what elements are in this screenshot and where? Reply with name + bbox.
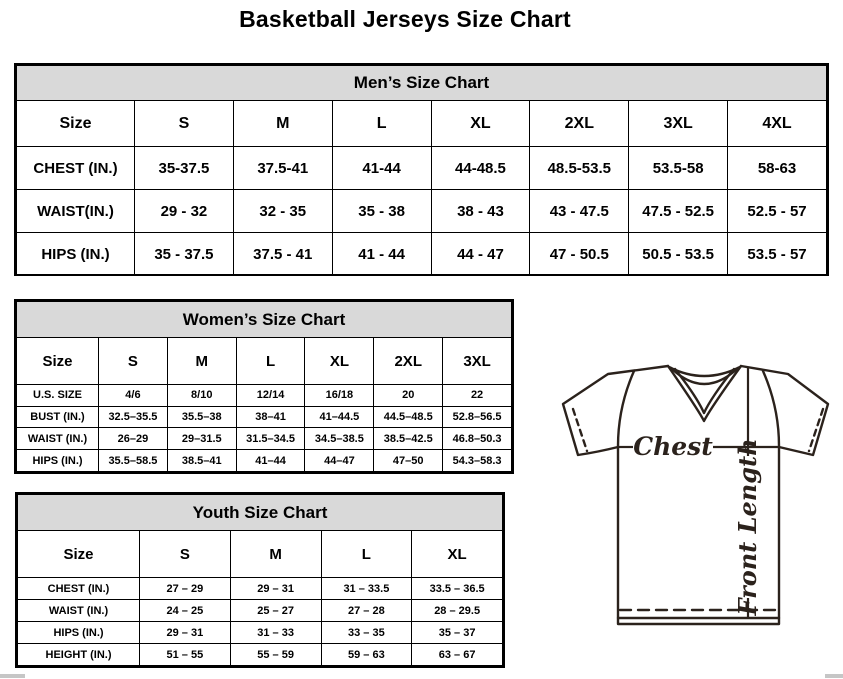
womens-size-label: Size — [17, 338, 99, 385]
youth-chart-title: Youth Size Chart — [18, 495, 503, 531]
mens-value-cell: 35 - 37.5 — [135, 233, 234, 276]
womens-value-cell: 38–41 — [236, 406, 305, 428]
youth-value-cell: 29 – 31 — [230, 578, 321, 600]
womens-value-cell: 16/18 — [305, 384, 374, 406]
youth-size-col-l: L — [321, 531, 412, 578]
mens-chart-title: Men’s Size Chart — [17, 66, 827, 101]
womens-chart-title: Women’s Size Chart — [17, 302, 512, 338]
youth-value-cell: 27 – 28 — [321, 600, 412, 622]
youth-row-label: CHEST (IN.) — [18, 578, 140, 600]
youth-size-col-m: M — [230, 531, 321, 578]
youth-value-cell: 33 – 35 — [321, 622, 412, 644]
youth-row-label: WAIST (IN.) — [18, 600, 140, 622]
youth-table-row — [18, 622, 503, 644]
youth-value-cell: 31 – 33.5 — [321, 578, 412, 600]
womens-value-cell: 41–44.5 — [305, 406, 374, 428]
mens-table — [16, 65, 827, 276]
mens-size-label: Size — [17, 101, 135, 147]
mens-value-cell: 29 - 32 — [135, 190, 234, 233]
youth-value-cell: 25 – 27 — [230, 600, 321, 622]
mens-value-cell: 44-48.5 — [431, 147, 530, 190]
womens-row-label: BUST (IN.) — [17, 406, 99, 428]
mens-value-cell: 43 - 47.5 — [530, 190, 629, 233]
womens-size-header-row — [17, 338, 512, 385]
mens-value-cell: 35-37.5 — [135, 147, 234, 190]
mens-value-cell: 37.5-41 — [233, 147, 332, 190]
scrollbar-fragment-left — [0, 674, 25, 678]
mens-size-col-xl: XL — [431, 101, 530, 147]
mens-size-col-4xl: 4XL — [728, 101, 827, 147]
mens-value-cell: 47 - 50.5 — [530, 233, 629, 276]
womens-size-col-l: L — [236, 338, 305, 385]
youth-value-cell: 35 – 37 — [412, 622, 503, 644]
left-armhole-seam — [618, 371, 634, 446]
mens-value-cell: 37.5 - 41 — [233, 233, 332, 276]
womens-size-col-3xl: 3XL — [443, 338, 512, 385]
youth-value-cell: 63 – 67 — [412, 644, 503, 666]
mens-table-row — [17, 190, 827, 233]
mens-size-col-s: S — [135, 101, 234, 147]
mens-row-label: HIPS (IN.) — [17, 233, 135, 276]
right-armhole-seam — [763, 371, 779, 446]
womens-value-cell: 52.8–56.5 — [443, 406, 512, 428]
womens-value-cell: 47–50 — [374, 450, 443, 472]
mens-size-chart — [14, 63, 829, 276]
womens-value-cell: 54.3–58.3 — [443, 450, 512, 472]
mens-value-cell: 38 - 43 — [431, 190, 530, 233]
mens-value-cell: 50.5 - 53.5 — [629, 233, 728, 276]
youth-row-label: HEIGHT (IN.) — [18, 644, 140, 666]
youth-size-col-s: S — [140, 531, 231, 578]
womens-table-row — [17, 384, 512, 406]
womens-value-cell: 31.5–34.5 — [236, 428, 305, 450]
mens-size-col-3xl: 3XL — [629, 101, 728, 147]
youth-value-cell: 55 – 59 — [230, 644, 321, 666]
mens-value-cell: 53.5-58 — [629, 147, 728, 190]
womens-value-cell: 35.5–58.5 — [99, 450, 168, 472]
youth-row-label: HIPS (IN.) — [18, 622, 140, 644]
womens-value-cell: 4/6 — [99, 384, 168, 406]
mens-value-cell: 48.5-53.5 — [530, 147, 629, 190]
mens-table-row — [17, 233, 827, 276]
youth-value-cell: 31 – 33 — [230, 622, 321, 644]
youth-value-cell: 59 – 63 — [321, 644, 412, 666]
mens-value-cell: 35 - 38 — [332, 190, 431, 233]
womens-size-col-s: S — [99, 338, 168, 385]
womens-row-label: WAIST (IN.) — [17, 428, 99, 450]
youth-table-row — [18, 600, 503, 622]
youth-table-row — [18, 644, 503, 666]
womens-value-cell: 22 — [443, 384, 512, 406]
front-length-label: Front Length — [733, 438, 762, 616]
womens-value-cell: 44–47 — [305, 450, 374, 472]
youth-size-header-row — [18, 531, 503, 578]
youth-size-label: Size — [18, 531, 140, 578]
mens-size-col-m: M — [233, 101, 332, 147]
womens-value-cell: 35.5–38 — [167, 406, 236, 428]
womens-value-cell: 34.5–38.5 — [305, 428, 374, 450]
youth-value-cell: 33.5 – 36.5 — [412, 578, 503, 600]
womens-size-col-xl: XL — [305, 338, 374, 385]
womens-table-row — [17, 450, 512, 472]
youth-table-row — [18, 578, 503, 600]
mens-value-cell: 52.5 - 57 — [728, 190, 827, 233]
womens-value-cell: 38.5–41 — [167, 450, 236, 472]
womens-table-row — [17, 428, 512, 450]
womens-value-cell: 12/14 — [236, 384, 305, 406]
chest-label: Chest — [633, 432, 713, 461]
youth-value-cell: 28 – 29.5 — [412, 600, 503, 622]
youth-table — [17, 494, 503, 666]
womens-value-cell: 32.5–35.5 — [99, 406, 168, 428]
jersey-measurement-diagram — [556, 358, 840, 630]
womens-table-row — [17, 406, 512, 428]
youth-size-col-xl: XL — [412, 531, 503, 578]
youth-value-cell: 51 – 55 — [140, 644, 231, 666]
womens-size-col-2xl: 2XL — [374, 338, 443, 385]
youth-value-cell: 24 – 25 — [140, 600, 231, 622]
scrollbar-fragment-right — [825, 674, 843, 678]
mens-table-row — [17, 147, 827, 190]
mens-value-cell: 32 - 35 — [233, 190, 332, 233]
mens-value-cell: 53.5 - 57 — [728, 233, 827, 276]
womens-size-col-m: M — [167, 338, 236, 385]
mens-size-header-row — [17, 101, 827, 147]
mens-value-cell: 47.5 - 52.5 — [629, 190, 728, 233]
mens-value-cell: 41-44 — [332, 147, 431, 190]
mens-value-cell: 44 - 47 — [431, 233, 530, 276]
youth-value-cell: 27 – 29 — [140, 578, 231, 600]
womens-value-cell: 29–31.5 — [167, 428, 236, 450]
womens-row-label: U.S. SIZE — [17, 384, 99, 406]
womens-row-label: HIPS (IN.) — [17, 450, 99, 472]
womens-value-cell: 26–29 — [99, 428, 168, 450]
womens-value-cell: 20 — [374, 384, 443, 406]
womens-value-cell: 38.5–42.5 — [374, 428, 443, 450]
youth-value-cell: 29 – 31 — [140, 622, 231, 644]
mens-size-col-2xl: 2XL — [530, 101, 629, 147]
womens-value-cell: 44.5–48.5 — [374, 406, 443, 428]
womens-value-cell: 41–44 — [236, 450, 305, 472]
womens-size-chart — [14, 299, 514, 474]
womens-value-cell: 46.8–50.3 — [443, 428, 512, 450]
youth-size-chart — [15, 492, 505, 668]
womens-table — [16, 301, 512, 472]
page-title: Basketball Jerseys Size Chart — [239, 6, 571, 32]
mens-row-label: CHEST (IN.) — [17, 147, 135, 190]
mens-size-col-l: L — [332, 101, 431, 147]
mens-value-cell: 58-63 — [728, 147, 827, 190]
mens-value-cell: 41 - 44 — [332, 233, 431, 276]
mens-row-label: WAIST(IN.) — [17, 190, 135, 233]
womens-value-cell: 8/10 — [167, 384, 236, 406]
